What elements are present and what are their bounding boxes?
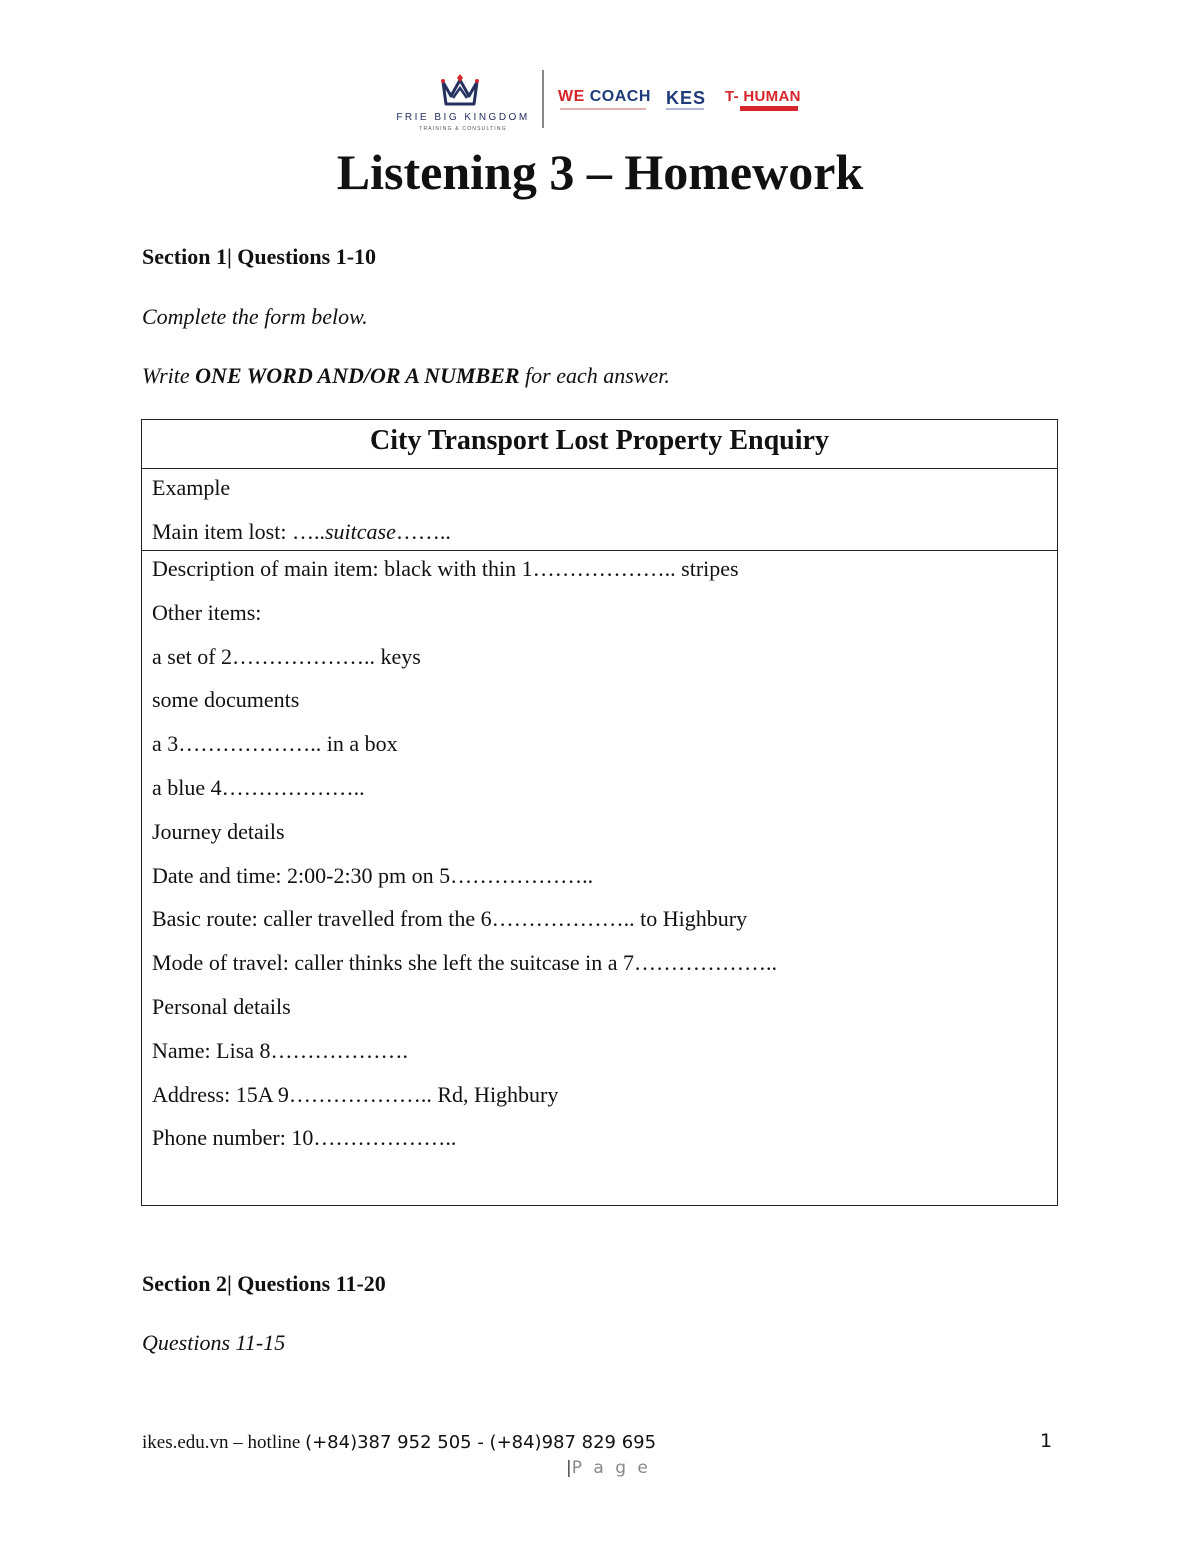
example-suffix: ……..	[395, 518, 451, 544]
page-number: 1	[1040, 1430, 1053, 1452]
footer-phones: (+84)387 952 505 - (+84)987 829 695	[305, 1432, 657, 1453]
form-line-keys: a set of 2……………….. keys	[152, 643, 421, 669]
form-line-description: Description of main item: black with thin 1……………….. stripes	[152, 556, 739, 581]
form-line-box: a 3……………….. in a box	[152, 731, 398, 757]
form-line-route: Basic route: caller travelled from the 6……………….. to Highbury	[152, 906, 748, 932]
instruction-prefix: Write	[142, 363, 196, 388]
page-word: P a g e	[571, 1458, 651, 1478]
instruction-emphasis: ONE WORD AND/OR A NUMBER	[195, 363, 520, 388]
wecoach-coach: COACH	[589, 88, 651, 105]
wecoach-underline	[560, 108, 646, 110]
brand-logo	[393, 74, 533, 134]
logo-divider	[542, 70, 544, 128]
section1-heading: Section 1| Questions 1-10	[142, 244, 377, 269]
form-line-phone: Phone number: 10………………..	[152, 1125, 457, 1151]
page-title: Listening 3 – Homework	[336, 144, 864, 200]
thuman-underline	[740, 106, 798, 111]
logo-bar	[0, 68, 1200, 132]
kes-logo: KES	[666, 88, 707, 108]
brand-name: FRIE BIG KINGDOM	[396, 112, 530, 123]
wecoach-logo	[558, 88, 651, 106]
section1-instruction-2	[142, 362, 670, 390]
brand-tagline: TRAINING & CONSULTING	[419, 126, 507, 132]
form-line-name: Name: Lisa 8……………….	[152, 1037, 409, 1063]
form-line-address: Address: 15A 9……………….. Rd, Highbury	[152, 1081, 559, 1107]
form-line-blue: a blue 4………………..	[152, 774, 365, 800]
form-line-date-time: Date and time: 2:00-2:30 pm on 5………………..	[152, 862, 594, 888]
form-body	[142, 547, 1057, 1160]
instruction-suffix: for each answer.	[519, 363, 670, 388]
page-label	[566, 1458, 651, 1478]
section2-heading: Section 2| Questions 11-20	[142, 1271, 386, 1296]
form-line-mode: Mode of travel: caller thinks she left the suitcase in a 7………………..	[152, 950, 778, 976]
thuman-logo: T- HUMAN	[725, 88, 801, 105]
kes-underline	[666, 108, 704, 110]
section2-subheading: Questions 11-15	[142, 1330, 286, 1355]
form-line-personal-heading: Personal details	[152, 993, 291, 1019]
footer-contact	[142, 1430, 656, 1456]
form-line-other-items: Other items:	[152, 599, 262, 625]
form-line-journey-heading: Journey details	[152, 818, 285, 844]
example-answer: suitcase	[324, 518, 396, 544]
page-bar: |	[566, 1458, 572, 1478]
footer-site: ikes.edu.vn – hotline	[142, 1432, 306, 1453]
enquiry-form	[141, 419, 1058, 1206]
example-block	[142, 466, 1057, 551]
crown-icon	[440, 74, 480, 108]
section1-instruction-1: Complete the form below.	[142, 304, 368, 329]
example-label: Example	[152, 475, 231, 500]
form-line-documents: some documents	[152, 687, 300, 713]
wecoach-we: WE	[558, 88, 585, 105]
example-prefix: Main item lost: …..	[152, 518, 325, 544]
form-title: City Transport Lost Property Enquiry	[142, 420, 1057, 469]
